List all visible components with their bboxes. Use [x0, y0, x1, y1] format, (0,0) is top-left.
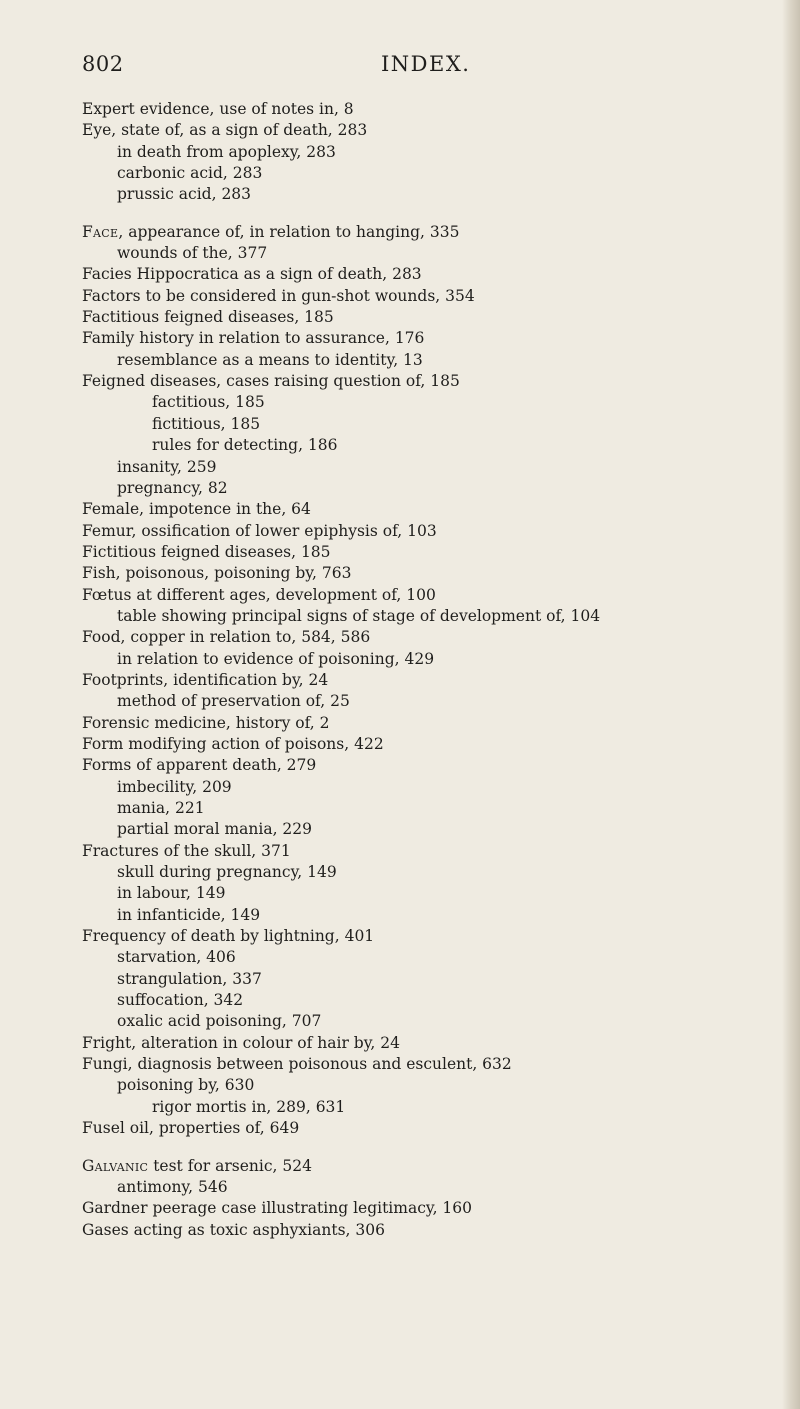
- index-entry: Family history in relation to assurance, 176: [82, 329, 425, 348]
- index-entry: Female, impotence in the, 64: [82, 500, 311, 519]
- index-subentry: method of preservation of, 25: [117, 692, 350, 711]
- index-subentry: rules for detecting, 186: [152, 436, 338, 455]
- section-gap: [82, 206, 782, 222]
- index-entry: Frequency of death by lightning, 401: [82, 927, 375, 946]
- index-subentry: factitious, 185: [152, 393, 265, 412]
- index-subentry: antimony, 546: [117, 1177, 228, 1196]
- index-subentry: table showing principal signs of stage of development of, 104: [117, 606, 601, 625]
- index-entry: Form modifying action of poisons, 422: [82, 734, 384, 753]
- index-subentry: strangulation, 337: [117, 969, 262, 988]
- index-subentry: imbecility, 209: [117, 777, 232, 796]
- index-entry: Footprints, identification by, 24: [82, 670, 329, 689]
- page-edge-shadow: [782, 0, 800, 1409]
- index-subentry: rigor mortis in, 289, 631: [152, 1097, 346, 1116]
- index-subentry: poisoning by, 630: [117, 1076, 255, 1095]
- index-entry: [82, 222, 782, 243]
- index-subentry: suffocation, 342: [117, 991, 244, 1010]
- index-subentry: insanity, 259: [117, 457, 217, 476]
- index-subentry: in labour, 149: [117, 884, 226, 903]
- index-entry: Fungi, diagnosis between poisonous and esculent, 632: [82, 1055, 512, 1074]
- index-entry: Forms of apparent death, 279: [82, 756, 317, 775]
- running-head: INDEX.: [381, 52, 471, 76]
- section-lead-word: Galvanic: [82, 1156, 149, 1175]
- index-entry: Gardner peerage case illustrating legitimacy, 160: [82, 1199, 473, 1218]
- index-entry: Femur, ossification of lower epiphysis of, 103: [82, 521, 437, 540]
- index-entry: Facies Hippocratica as a sign of death, 283: [82, 265, 422, 284]
- index-entry: Feigned diseases, cases raising question of, 185: [82, 372, 460, 391]
- index-entry: Food, copper in relation to, 584, 586: [82, 628, 371, 647]
- index-subentry: fictitious, 185: [152, 414, 261, 433]
- index-entry: Fish, poisonous, poisoning by, 763: [82, 564, 352, 583]
- index-subentry: resemblance as a means to identity, 13: [117, 350, 423, 369]
- index-entry: Expert evidence, use of notes in, 8: [82, 100, 354, 118]
- index-entry: Fictitious feigned diseases, 185: [82, 542, 331, 561]
- index-subentry: pregnancy, 82: [117, 478, 228, 497]
- index-subentry: prussic acid, 283: [117, 185, 252, 204]
- index-entries: [82, 99, 782, 1241]
- page-header: [0, 52, 800, 92]
- index-subentry: carbonic acid, 283: [117, 164, 263, 183]
- index-subentry: wounds of the, 377: [117, 244, 268, 263]
- index-entry: Forensic medicine, history of, 2: [82, 713, 330, 732]
- section-lead-word: Face: [82, 222, 119, 241]
- index-entry: Fœtus at different ages, development of, 100: [82, 585, 436, 604]
- index-subentry: mania, 221: [117, 799, 205, 817]
- entry-text: test for arsenic, 524: [148, 1156, 312, 1175]
- index-entry: Eye, state of, as a sign of death, 283: [82, 121, 368, 140]
- index-entry: [82, 1156, 782, 1177]
- index-entry: Gases acting as toxic asphyxiants, 306: [82, 1220, 385, 1239]
- index-entry: Factitious feigned diseases, 185: [82, 308, 334, 327]
- index-subentry: starvation, 406: [117, 948, 236, 967]
- index-entry: Fractures of the skull, 371: [82, 841, 291, 860]
- page-number: 802: [82, 52, 124, 76]
- index-subentry: in death from apoplexy, 283: [117, 142, 336, 161]
- index-subentry: skull during pregnancy, 149: [117, 863, 337, 882]
- index-subentry: in infanticide, 149: [117, 905, 261, 924]
- index-entry: Fright, alteration in colour of hair by, 24: [82, 1033, 400, 1052]
- index-subentry: partial moral mania, 229: [117, 820, 313, 839]
- entry-text: , appearance of, in relation to hanging, 335: [118, 222, 460, 241]
- index-subentry: oxalic acid poisoning, 707: [117, 1012, 322, 1031]
- section-gap: [82, 1140, 782, 1156]
- index-entry: Fusel oil, properties of, 649: [82, 1119, 300, 1138]
- index-subentry: in relation to evidence of poisoning, 429: [117, 649, 435, 668]
- index-entry: Factors to be considered in gun-shot wounds, 354: [82, 286, 475, 305]
